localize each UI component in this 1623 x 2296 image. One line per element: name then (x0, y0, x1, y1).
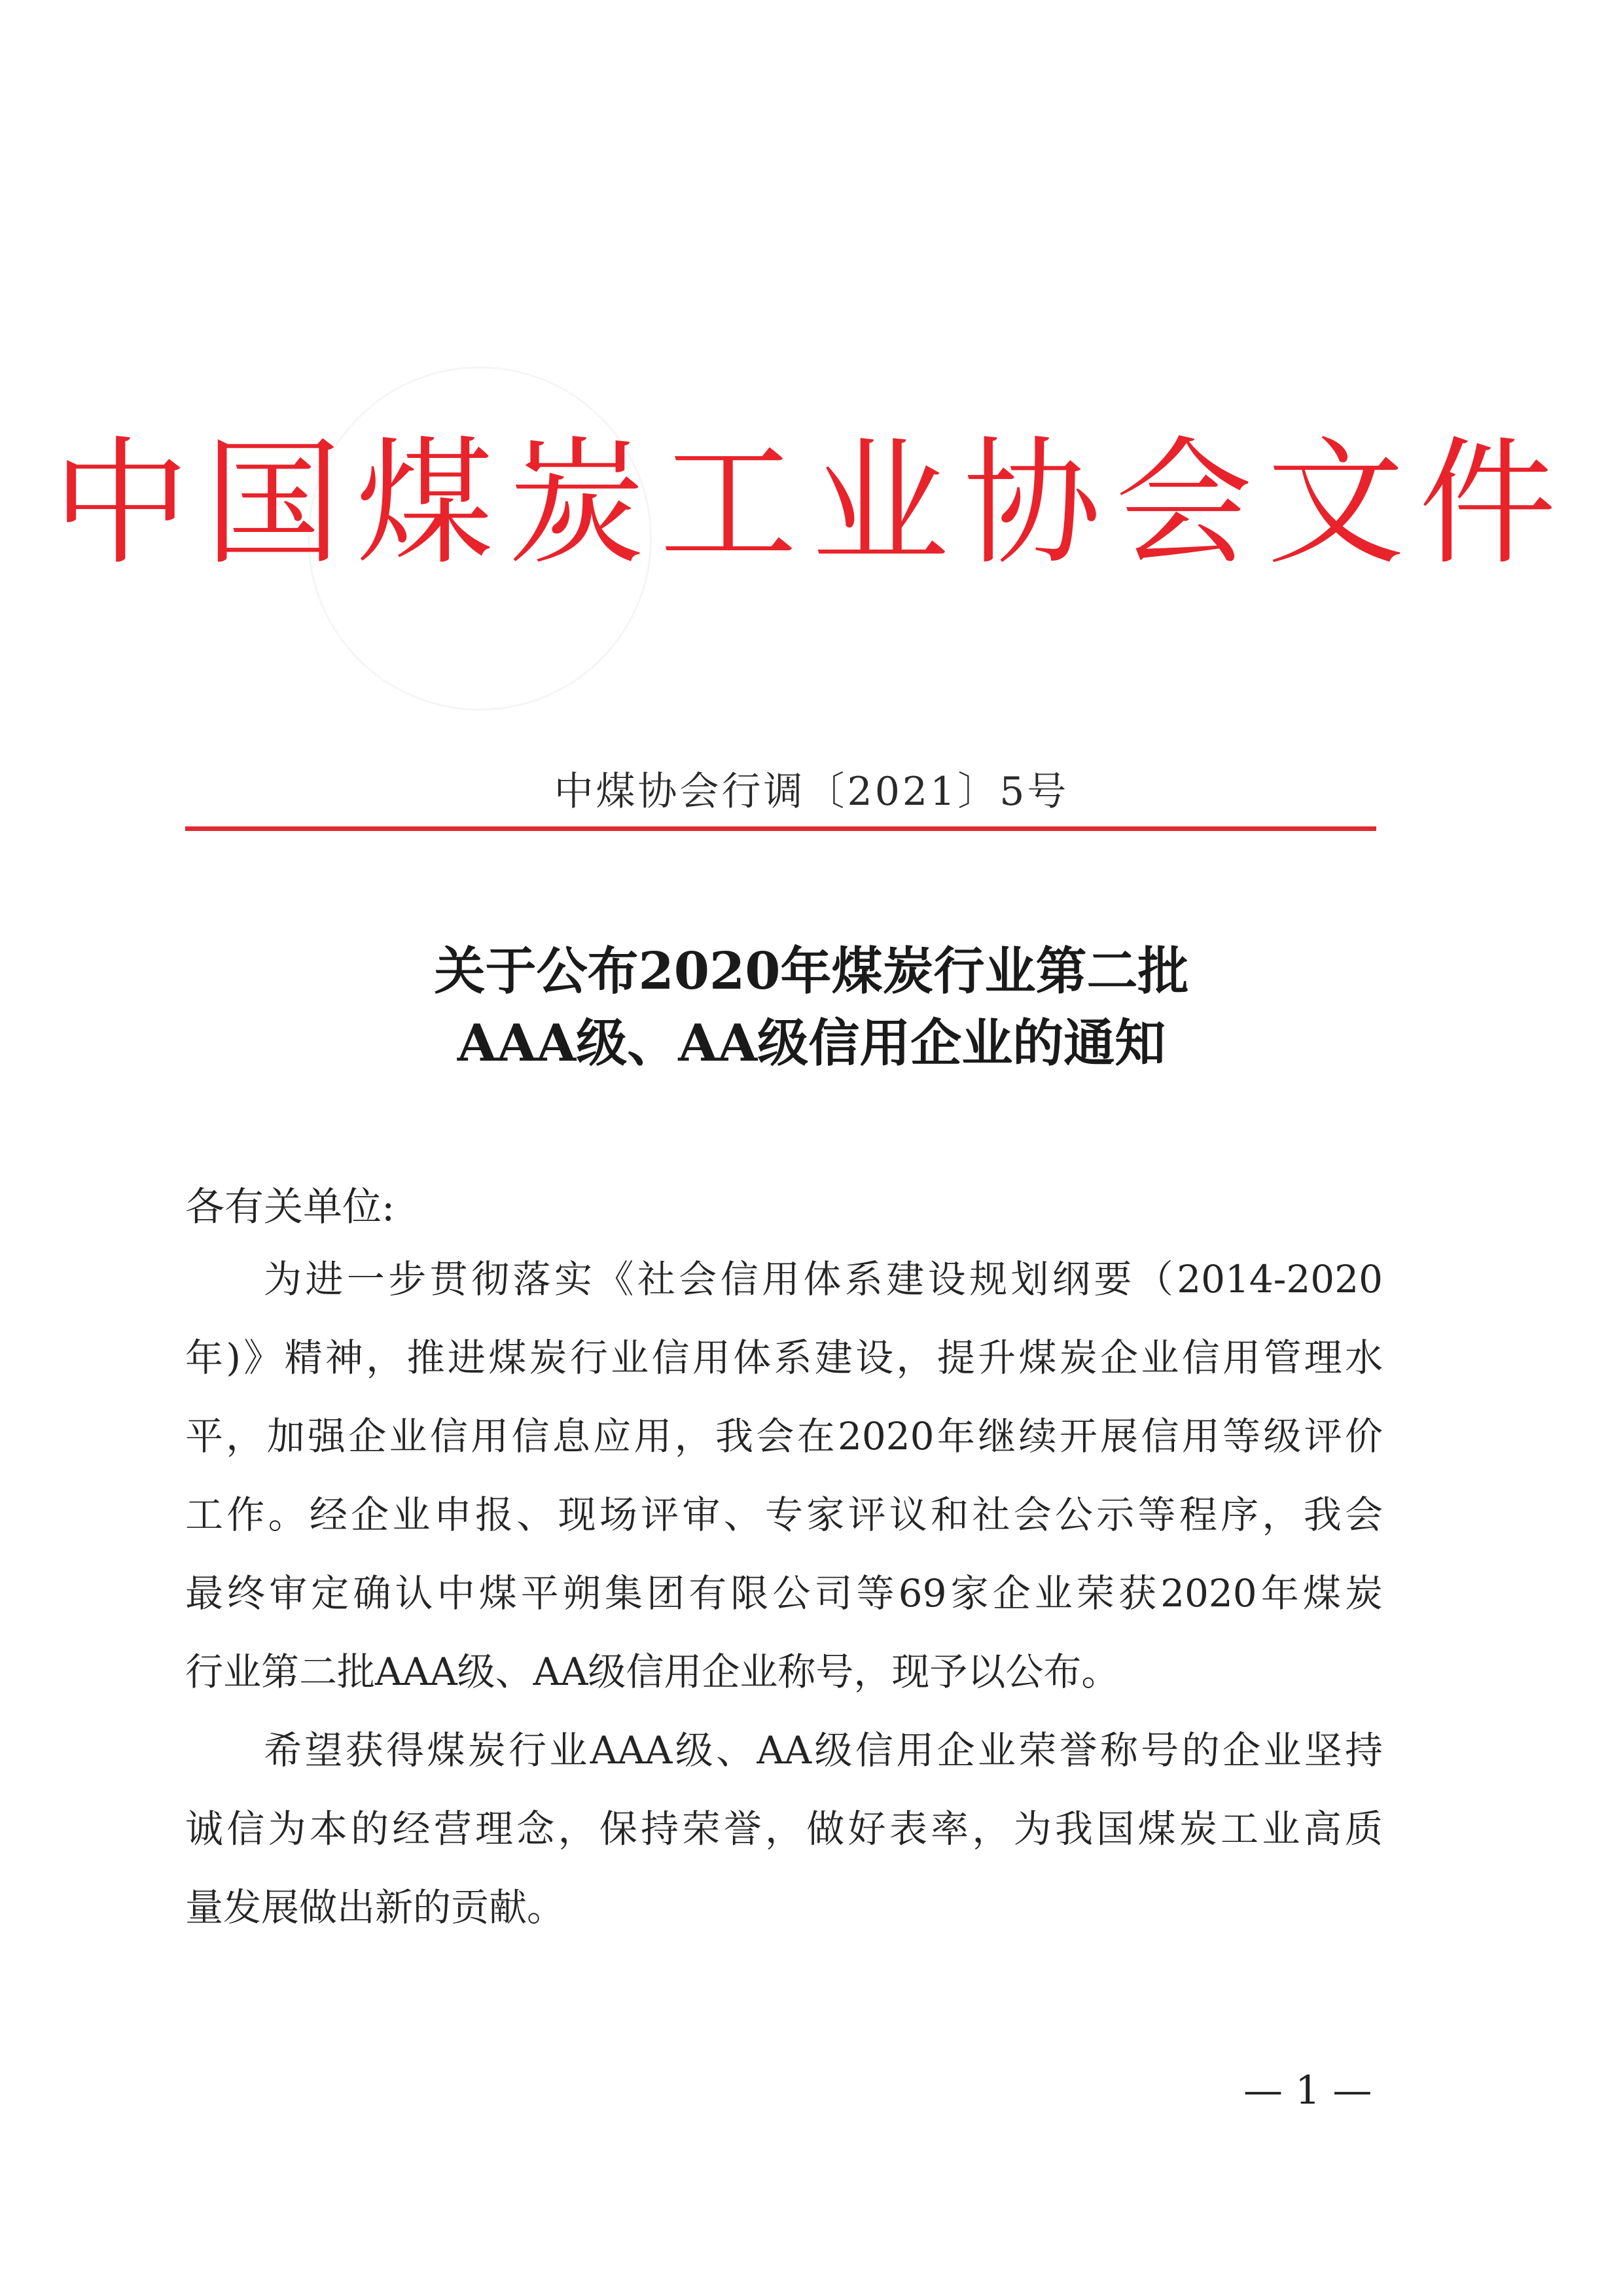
paragraph-2-line: 诚信为本的经营理念，保持荣誉，做好表率，为我国煤炭工业高质 (185, 1807, 1383, 1851)
paragraph-1-line: 为进一步贯彻落实《社会信用体系建设规划纲要（2014-2020 (264, 1257, 1383, 1301)
page-number: — 1 — (1243, 2068, 1372, 2113)
paragraph-1-line: 平，加强企业信用信息应用，我会在2020年继续开展信用等级评价 (185, 1414, 1383, 1458)
paragraph-2-line: 希望获得煤炭行业AAA级、AA级信用企业荣誉称号的企业坚持 (264, 1728, 1383, 1773)
document-number: 中煤协会行调〔2021〕5号 (554, 769, 1069, 815)
paragraph-2-line: 量发展做出新的贡献。 (185, 1885, 565, 1930)
paragraph-1-line: 最终审定确认中煤平朔集团有限公司等69家企业荣获2020年煤炭 (185, 1571, 1383, 1616)
paragraph-1-line: 年)》精神，推进煤炭行业信用体系建设，提升煤炭企业信用管理水 (185, 1335, 1383, 1380)
notice-title-line-2: AAA级、AA级信用企业的通知 (457, 1014, 1166, 1073)
salutation: 各有关单位: (185, 1184, 395, 1230)
paragraph-1-line: 行业第二批AAA级、AA级信用企业称号，现予以公布。 (185, 1650, 1120, 1694)
red-divider-line (185, 826, 1376, 831)
notice-title-line-1: 关于公布2020年煤炭行业第二批 (434, 942, 1189, 1001)
letterhead-title: 中国煤炭工业协会文件 (52, 423, 1571, 584)
paragraph-1-line: 工作。经企业申报、现场评审、专家评议和社会公示等程序，我会 (185, 1492, 1383, 1537)
